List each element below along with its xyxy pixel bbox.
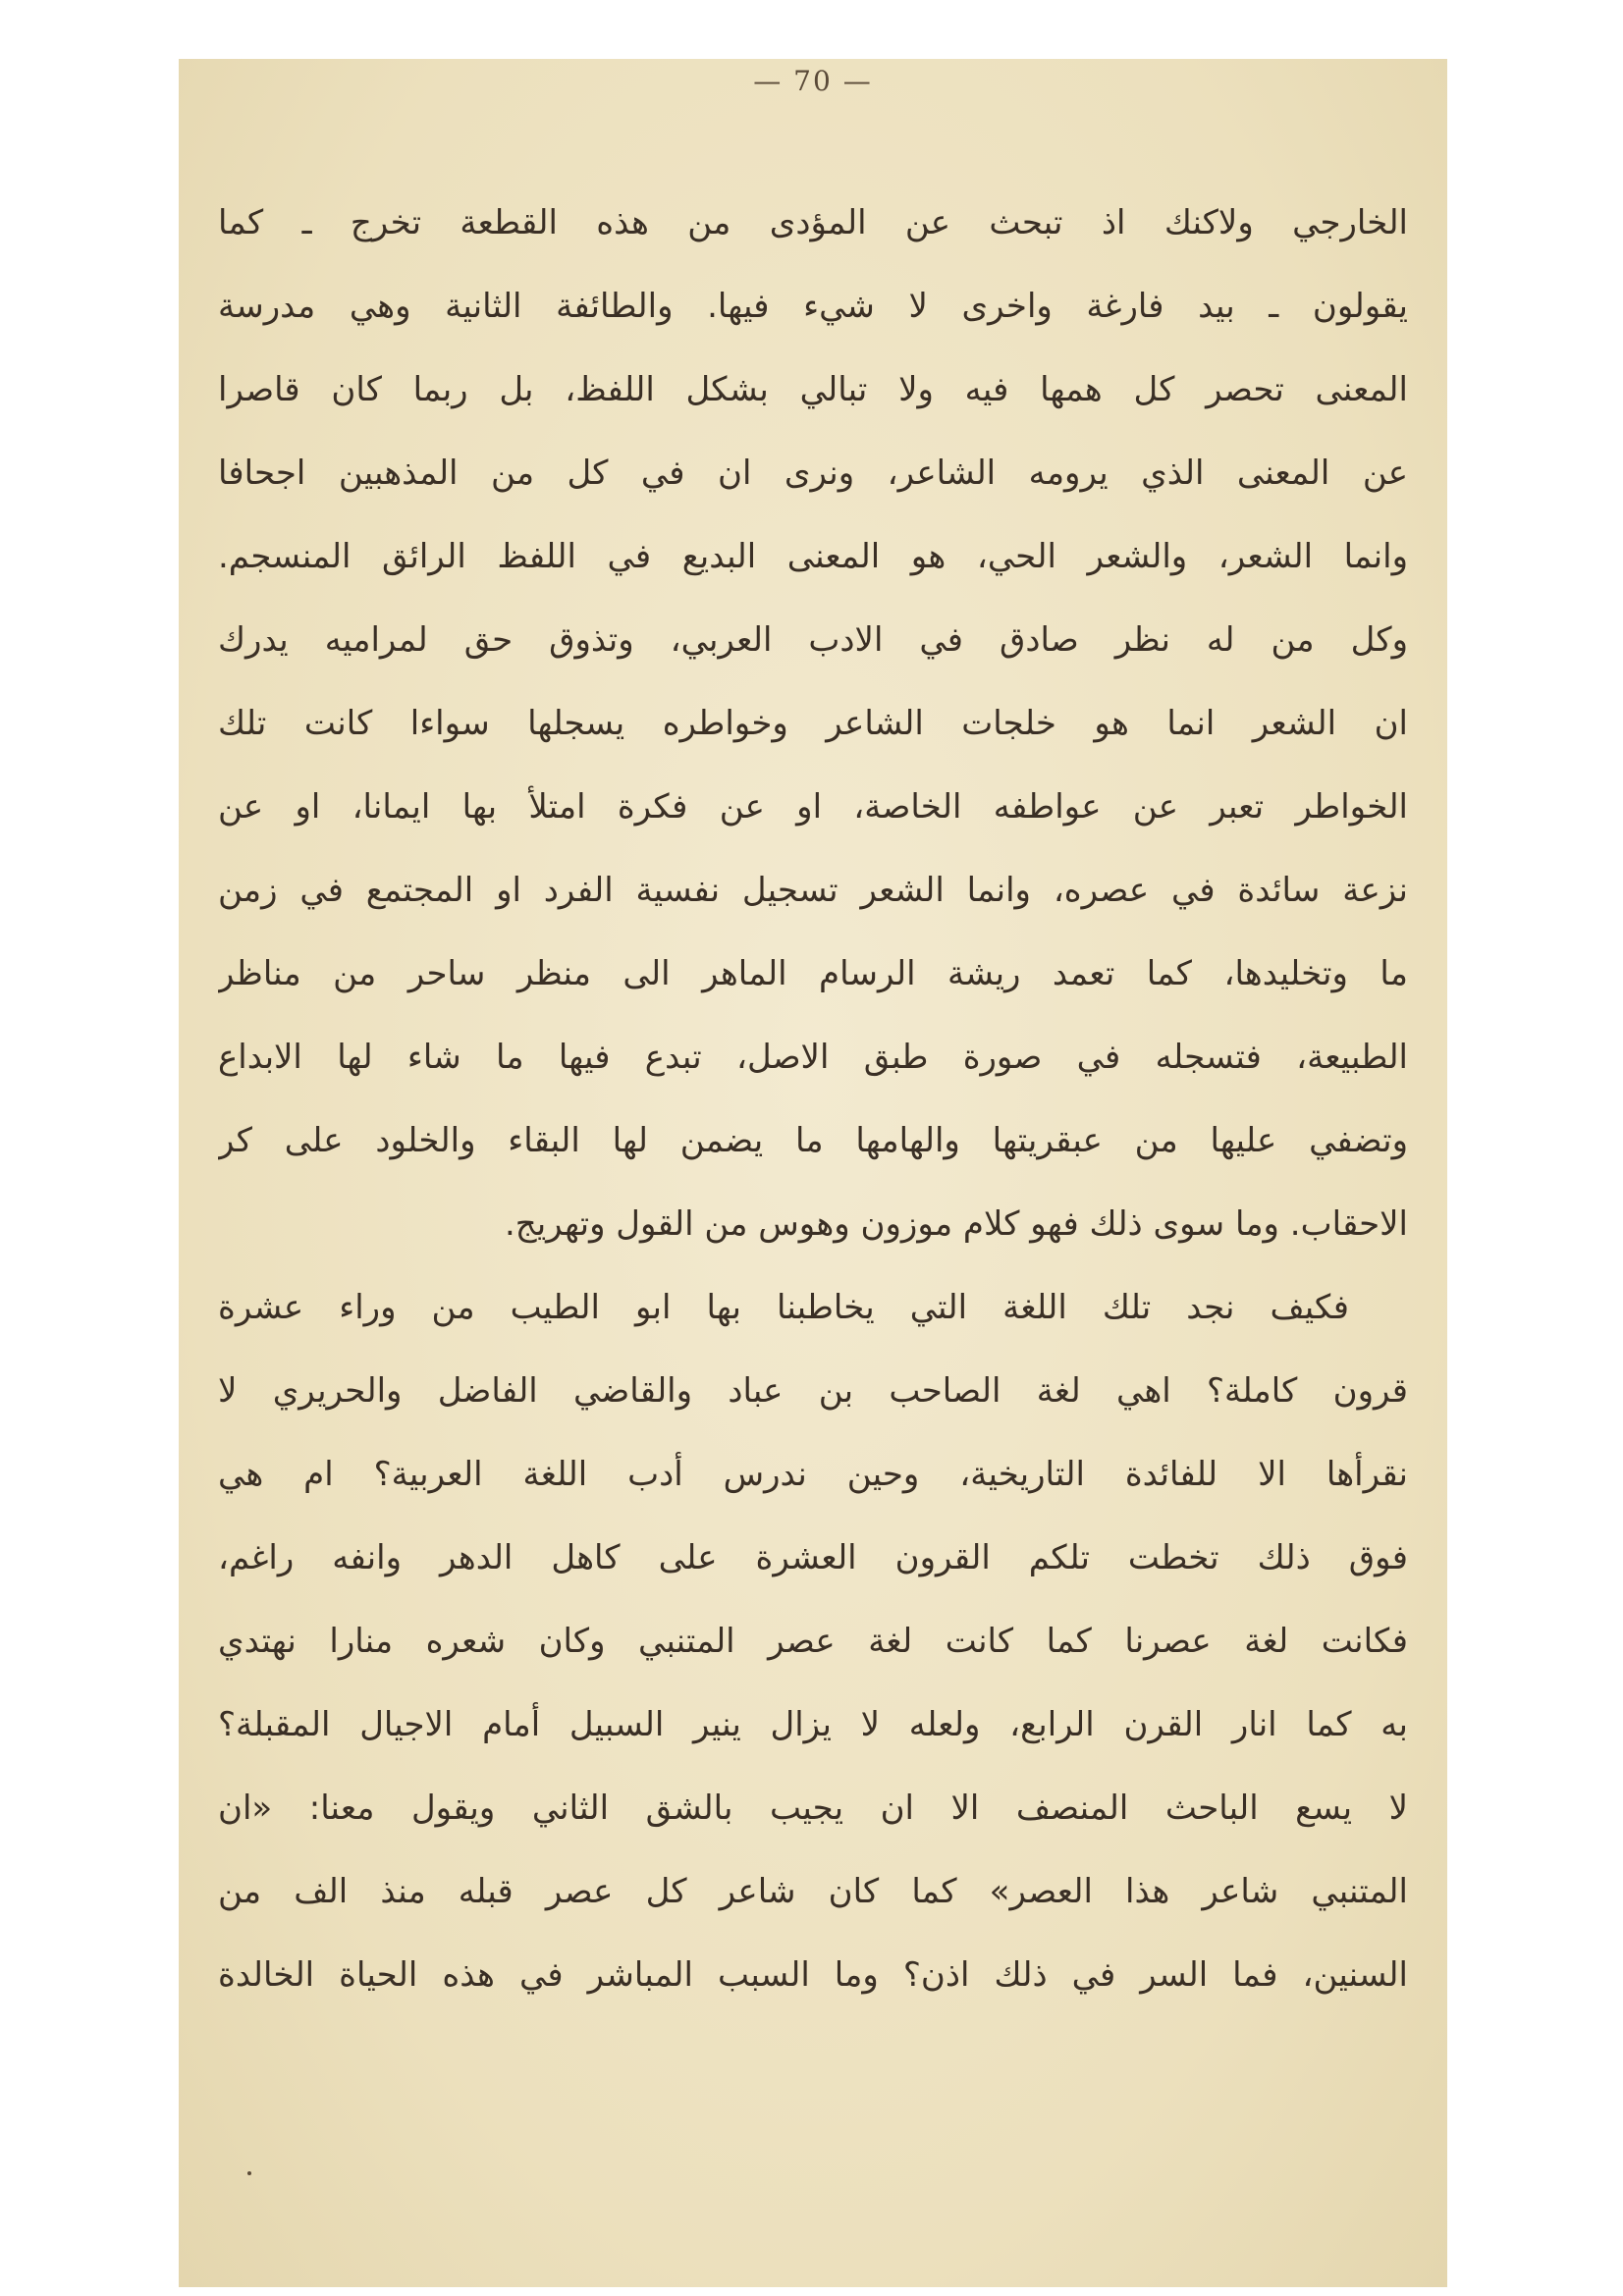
page-text [218, 182, 1408, 2017]
text-line: فكانت لغة عصرنا كما كانت لغة عصر المتنبي وكان شعره منارا نهتدي [218, 1622, 1408, 1661]
text-line: المتنبي شاعر هذا العصر» كما كان شاعر كل عصر قبله منذ الف من [218, 1872, 1408, 1911]
text-line: السنين، فما السر في ذلك اذن؟ وما السبب المباشر في هذه الحياة الخالدة [218, 1955, 1408, 1995]
ink-dot [247, 2171, 251, 2175]
text-line: الخواطر تعبر عن عواطفه الخاصة، او عن فكرة امتلأ بها ايمانا، او عن [218, 787, 1408, 827]
text-line: ان الشعر انما هو خلجات الشاعر وخواطره يسجلها سواءا كانت تلك [218, 704, 1408, 743]
text-line: فوق ذلك تخطت تلكم القرون العشرة على كاهل الدهر وانفه راغم، [218, 1538, 1408, 1577]
text-line: وتضفي عليها من عبقريتها والهامها ما يضمن لها البقاء والخلود على كر [218, 1121, 1408, 1160]
text-line: قرون كاملة؟ اهي لغة الصاحب بن عباد والقاضي الفاضل والحريري لا [218, 1371, 1408, 1411]
page-number: — 70 — [753, 65, 873, 97]
text-line: الخارجي ولاكنك اذ تبحث عن المؤدى من هذه القطعة تخرج ـ كما [218, 203, 1408, 242]
text-line: عن المعنى الذي يرومه الشاعر، ونرى ان في كل من المذهبين اجحافا [218, 454, 1408, 493]
text-line: وانما الشعر، والشعر الحي، هو المعنى البديع في اللفظ الرائق المنسجم. [218, 537, 1408, 576]
text-line: فكيف نجد تلك اللغة التي يخاطبنا بها ابو الطيب من وراء عشرة [218, 1288, 1349, 1327]
text-line: الطبيعة، فتسجله في صورة طبق الاصل، تبدع فيها ما شاء لها الابداع [218, 1038, 1408, 1077]
text-line: وكل من له نظر صادق في الادب العربي، وتذوق حق لمراميه يدرك [218, 620, 1408, 660]
text-line: نزعة سائدة في عصره، وانما الشعر تسجيل نفسية الفرد او المجتمع في زمن [218, 871, 1408, 910]
text-line: الاحقاب. وما سوى ذلك فهو كلام موزون وهوس من القول وتهريج. [504, 1204, 1408, 1244]
text-line: لا يسع الباحث المنصف الا ان يجيب بالشق الثاني ويقول معنا: «ان [218, 1789, 1408, 1828]
text-line: نقرأها الا للفائدة التاريخية، وحين ندرس أدب اللغة العربية؟ ام هي [218, 1455, 1408, 1494]
text-line: المعنى تحصر كل همها فيه ولا تبالي بشكل اللفظ، بل ربما كان قاصرا [218, 370, 1408, 409]
book-page [179, 59, 1447, 2287]
text-line: ما وتخليدها، كما تعمد ريشة الرسام الماهر الى منظر ساحر من مناظر [218, 954, 1408, 993]
text-line: يقولون ـ بيد فارغة واخرى لا شيء فيها. والطائفة الثانية وهي مدرسة [218, 287, 1408, 326]
text-line: به كما انار القرن الرابع، ولعله لا يزال ينير السبيل أمام الاجيال المقبلة؟ [218, 1705, 1408, 1744]
